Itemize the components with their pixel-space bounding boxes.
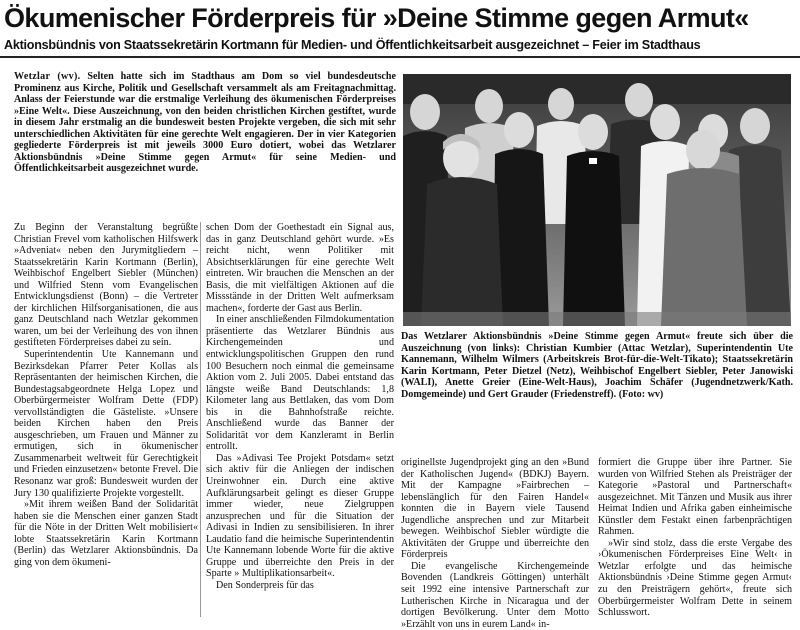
lead-paragraph	[14, 71, 396, 217]
article-column-1	[14, 222, 198, 617]
article-column-2	[206, 222, 394, 617]
dateline: Wetzlar (wv).	[14, 71, 81, 82]
lead-text: Selten hatte sich im Stadthaus am Dom so viel bundesdeutsche Prominenz aus Kirche, Politik und Gesellschaft versammelt als am Freitagnachmittag. Anlass der Feierstunde war die erstmalige Verleihung des ökumenischen Förderpreises »Eine Welt«. Diese Auszeichnung, von den beiden christlichen Kirchen gestiftet, wurde in diesem Jahr erstmalig an die bundesweit besten Projekte vergeben, die sich mit sehr unterschiedlichen Aktivitäten für eine gerechte Welt engagieren. Der in vier Kategorien gegliederte Förderpreis ist mit jeweils 3000 Euro dotiert, wobei das Wetzlarer Aktionsbündnis »Deine Stimme gegen Armut« für seine Medien- und Öffentlichkeitsarbeit ausgezeichnet wurde.	[14, 71, 396, 175]
column-divider	[200, 222, 201, 617]
headline: Ökumenischer Förderpreis für »Deine Stimme gegen Armut«	[4, 3, 749, 33]
column-1-paragraph-3: »Mit ihrem weißen Band der Solidarität haben sie die Menschen einer ganzen Stadt für die Nöte in der Dritten Welt mobilisiert« lobte Staatssekretärin Karin Kortmann (Berlin) das Wetzlarer Aktionsbündnis. Da ging von dem ökumeni-	[14, 499, 198, 568]
column-2-paragraph-3: Das »Adivasi Tee Projekt Potsdam« setzt sich aktiv für die Anliegen der indischen Ureinwohner ein. Durch eine aktive Aufklärungsarbeit gelingt es dieser Gruppe immer wieder, neue Zielgruppen anzusprechen und für die Situation der Adivasi in Indien zu sensibilisieren. In ihrer Laudatio fand die heimische Superintendentin Ute Kannemann lobende Worte für die aktive Gruppe und überreichte den Preis in der Sparte » Multiplikationsarbeit«.	[206, 452, 394, 580]
column-1-paragraph-1: Zu Beginn der Veranstaltung begrüßte Christian Frevel vom katholischen Hilfswerk »Adveniat« neben den Jurymitgliedern – Staatssekretärin Karin Kortmann (Berlin), Weihbischof Engelbert Siebler (München) und Wilfried Stenn vom Evangelischen Entwicklungsdienst (Bonn) – die Vertreter der kirchlichen Hilfsorganisationen, die aus ganz Deutschland nach Wetzlar gekommen waren, um bei der Verleihung des von ihnen gestifteten Förderpreises dabei zu sein.	[14, 222, 198, 349]
column-4-paragraph-1: formiert die Gruppe über ihre Partner. Sie wurden von Wilfried Stehen als Preisträger der Kategorie »Pastoral und Partnerschaft« ausgezeichnet. Mit Tänzen und Musik aus ihrer Heimat Indien und Afrika gaben einheimische Künstler dem Festakt einen farbenprächtigen Rahmen.	[598, 457, 792, 538]
group-photo-illustration	[403, 74, 791, 326]
column-2-paragraph-1: schen Dom der Goethestadt ein Signal aus, das in ganz Deutschland gehört wurde. »Es reicht nicht, wenn Politiker mit Absichtserklärungen für eine gerechte Welt eintreten. Wir brauchen die Menschen an der Basis, die mit vielfältigen Aktionen auf die Missstände in der Dritten Welt aufmerksam machen«, forderte der Gast aus Berlin.	[206, 222, 394, 314]
column-4-paragraph-2: »Wir sind stolz, dass die erste Vergabe des ›Ökumenischen Förderpreises Eine Welt‹ in Wetzlar erfolgte und das heimische Aktionsbündnis ›Deine Stimme gegen Armut‹ zu den Preisträgern gehört«, freute sich Oberbürgermeister Wolfram Dette in seinem Schlusswort.	[598, 537, 792, 619]
article-column-4	[598, 457, 792, 617]
photo-caption: Das Wetzlarer Aktionsbündnis »Deine Stimme gegen Armut« freute sich über die Auszeichnung (von links): Christian Kumbier (Attac Wetzlar), Superintendentin Ute Kannemann, Wilhelm Wilmers (Arbeitskreis Brot-für-die-Welt-Tikato); Staatssekretärin Karin Kortmann, Peter Dietzel (Netz), Weihbischof Engelbert Siebler, Peter Janowiski (WALI), Anette Greier (Eine-Welt-Haus), Joachim Schäfer (Jugendnetzwerk/Kath. Domgemeinde) und Gert Grauder (Friedenstreff). (Foto: wv)	[401, 331, 793, 400]
column-1-paragraph-2: Superintendentin Ute Kannemann und Bezirksdekan Pfarrer Peter Kollas als Repräsentanten der heimischen Kirchen, die Bundestagsabgeordnete Helga Lopez und Oberbürgermeister Wolfram Dette (FDP) vervollständigten die Gästeliste. »Unsere beiden Kirchen haben den Preis ausgeschrieben, um Frauen und Männer zu ermutigen, sich in ökumenischer Zusammenarbeit weltweit für Gerechtigkeit und Frieden einzusetzen« betonte Frevel. Die Resonanz war groß: Bundesweit wurden der Jury 130 qualifizierte Projekte vorgestellt.	[14, 349, 198, 499]
header-rule	[0, 56, 800, 58]
group-photo	[403, 74, 791, 326]
article-column-3	[401, 457, 589, 630]
column-3-paragraph-1: originellste Jugendprojekt ging an den »Bund der Katholischen Jugend« (BDKJ) Bayern. Mit der Kampagne »Fairbrechen – lebenslänglich für den Fairen Handel« konnten die in Bayern viele Tausend Jugendliche ansprechen und zur Mitarbeit bewegen. Weihbischof Siebler würdigte die Aktivitäten der Gruppe und überreichte den Förderpreis	[401, 457, 589, 561]
column-2-paragraph-4: Den Sonderpreis für das	[216, 579, 314, 591]
column-3-paragraph-2: Die evangelische Kirchengemeinde Bovenden (Landkreis Göttingen) unterhält seit 1992 eine intensive Partnerschaft zur Lutherischen Kirche in Nicaragua und der dortigen Bevölkerung. Unter dem Motto »Erzählt von uns in eurem Land« in-	[401, 560, 589, 630]
subheadline: Aktionsbündnis von Staatssekretärin Kortmann für Medien- und Öffentlichkeitsarbeit ausgezeichnet – Feier im Stadthaus	[4, 38, 701, 52]
column-2-paragraph-2: In einer anschließenden Filmdokumentation präsentierte das Wetzlarer Bündnis aus Kirchengemeinden und entwicklungspolitischen Gruppen den rund 100 Besuchern noch einmal die gemeinsame Aktion vom 2. Juli 2005. Dabei entstand das längste weiße Band Deutschlands: 1,8 Kilometer lang aus Bettlaken, das vom Dom bis in die Bahnhofstraße reichte. Anschließend wurde das Banner der Solidarität vor dem Kanzleramt in Berlin entrollt.	[206, 314, 394, 453]
